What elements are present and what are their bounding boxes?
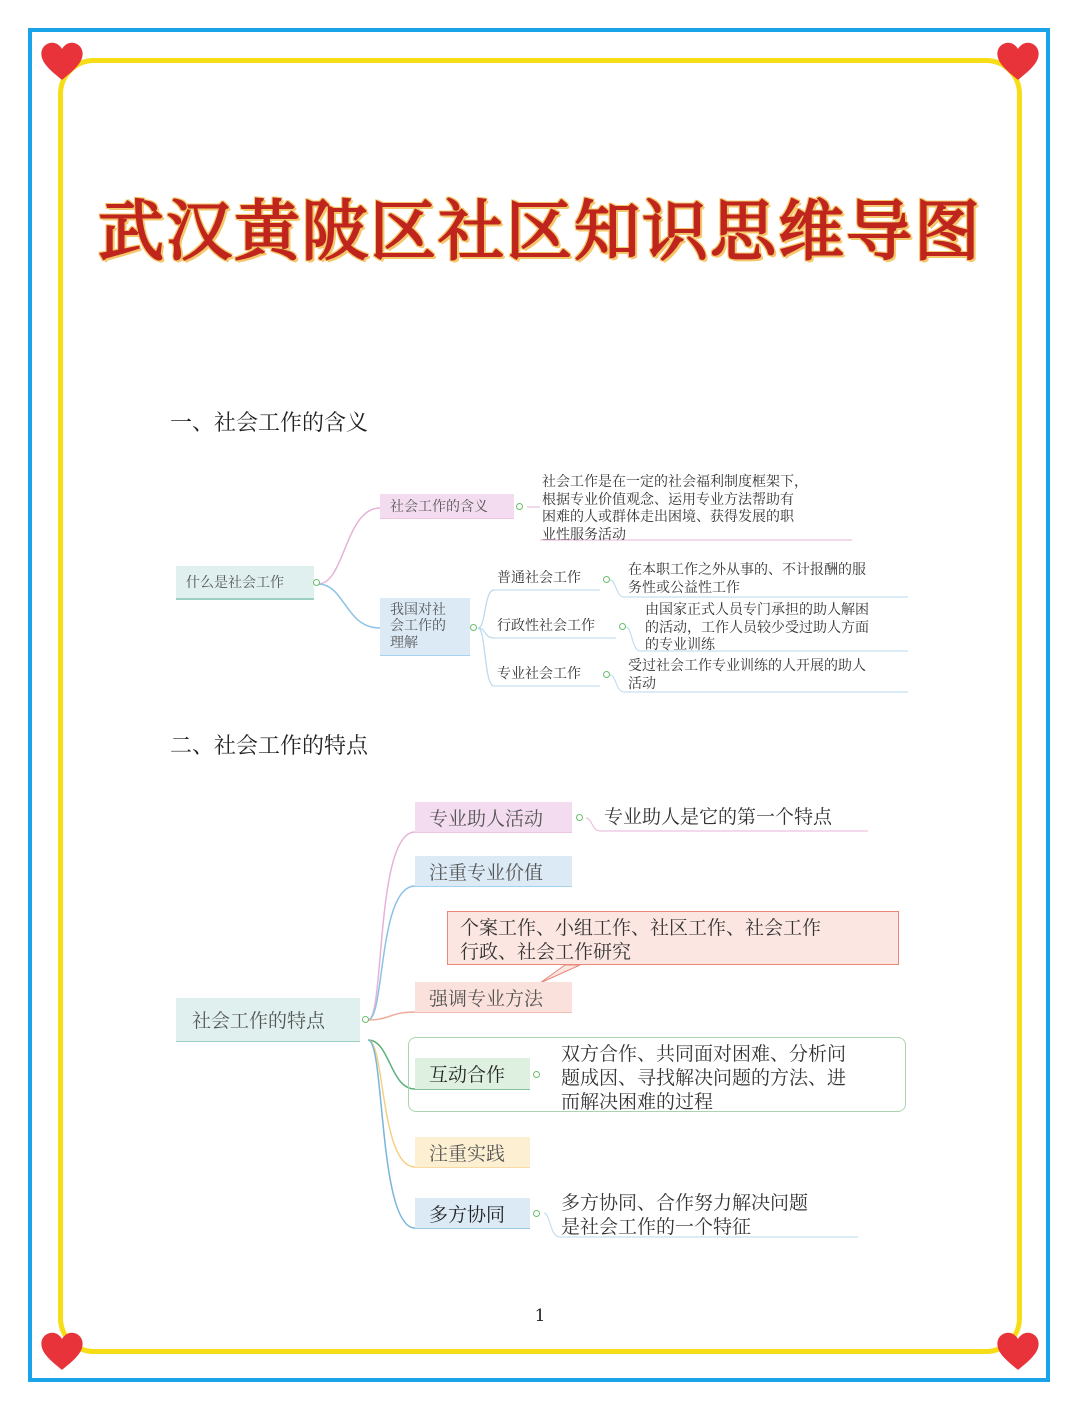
meaning-line: 社会工作是在一定的社会福利制度框架下， (542, 474, 808, 490)
feature-label: 互动合作 (429, 1064, 506, 1086)
feature-practice (415, 1137, 530, 1167)
mindmap-root-features (176, 998, 360, 1041)
feature-professional-help-desc: 专业助人是它的第一个特点 (604, 806, 833, 828)
collapse-toggle-icon[interactable] (603, 671, 610, 678)
section-heading-meaning: 一、社会工作的含义 (170, 411, 369, 436)
methods-callout-box (447, 911, 899, 965)
section-heading-features: 二、社会工作的特点 (170, 734, 369, 759)
feature-label: 强调专业方法 (429, 987, 544, 1010)
callout-line: 个案工作、小组工作、社区工作、社会工作 (460, 917, 822, 939)
callout-line: 行政、社会工作研究 (460, 940, 632, 963)
meaning-line: 根据专业价值观念、运用专业方法帮助有 (542, 491, 794, 508)
professional-description (628, 658, 908, 693)
ordinary-description (628, 562, 908, 597)
multi-party-desc (561, 1192, 861, 1240)
understanding-label: 我国对社 (390, 602, 446, 619)
feature-professional-values (415, 856, 572, 886)
feature-label: 注重专业价值 (429, 861, 544, 884)
feature-label: 专业助人活动 (429, 807, 544, 830)
interaction-desc (561, 1043, 897, 1114)
administrative-description (645, 602, 908, 655)
understanding-label: 会工作的 (390, 618, 446, 635)
meaning-description (542, 474, 852, 544)
collapse-toggle-icon[interactable] (533, 1210, 540, 1217)
collapse-toggle-icon[interactable] (516, 503, 523, 510)
desc-line: 而解决困难的过程 (561, 1090, 714, 1113)
desc-line: 活动 (628, 675, 656, 692)
meaning-line: 困难的人或群体走出困境、获得发展的职 (542, 509, 794, 525)
feature-multi-party (415, 1198, 530, 1228)
desc-line: 受过社会工作专业训练的人开展的助人 (628, 658, 866, 674)
collapse-toggle-icon[interactable] (533, 1071, 540, 1078)
collapse-toggle-icon[interactable] (362, 1016, 369, 1023)
desc-line: 在本职工作之外从事的、不计报酬的服 (628, 562, 866, 578)
feature-label: 注重实践 (429, 1142, 506, 1165)
root-label: 什么是社会工作 (186, 575, 284, 591)
feature-professional-methods (415, 982, 572, 1012)
collapse-toggle-icon[interactable] (619, 623, 626, 630)
desc-line: 务性或公益性工作 (628, 579, 740, 596)
collapse-toggle-icon[interactable] (576, 814, 583, 821)
desc-line: 题成因、寻找解决问题的方法、进 (561, 1066, 847, 1089)
feature-label: 多方协同 (429, 1203, 506, 1226)
meaning-line: 业性服务活动 (542, 526, 626, 543)
desc-line: 双方合作、共同面对困难、分析问 (561, 1043, 847, 1065)
feature-interaction (415, 1058, 530, 1089)
item-professional-social-work: 专业社会工作 (497, 666, 581, 682)
branch-meaning (380, 494, 514, 518)
desc-line: 由国家正式人员专门承担的助人解困 (645, 602, 869, 618)
branch-understanding (380, 598, 470, 655)
understanding-label: 理解 (390, 634, 418, 651)
root-label: 社会工作的特点 (192, 1010, 326, 1032)
collapse-toggle-icon[interactable] (603, 576, 610, 583)
desc-line: 的专业训练 (645, 637, 715, 653)
item-ordinary-social-work: 普通社会工作 (497, 570, 581, 586)
branch-meaning-label: 社会工作的含义 (390, 499, 488, 515)
mindmap-root-what-is-social-work (176, 566, 314, 598)
feature-professional-help (415, 802, 572, 832)
page-title: 武汉黄陂区社区知识思维导图 (98, 192, 982, 270)
desc-line: 的活动，工作人员较少受过助人方面 (645, 619, 869, 636)
item-administrative-social-work: 行政性社会工作 (497, 618, 595, 634)
collapse-toggle-icon[interactable] (470, 624, 477, 631)
page-number: 1 (534, 1306, 546, 1326)
collapse-toggle-icon[interactable] (313, 579, 320, 586)
desc-line: 是社会工作的一个特征 (561, 1215, 752, 1238)
desc-line: 多方协同、合作努力解决问题 (561, 1192, 809, 1214)
